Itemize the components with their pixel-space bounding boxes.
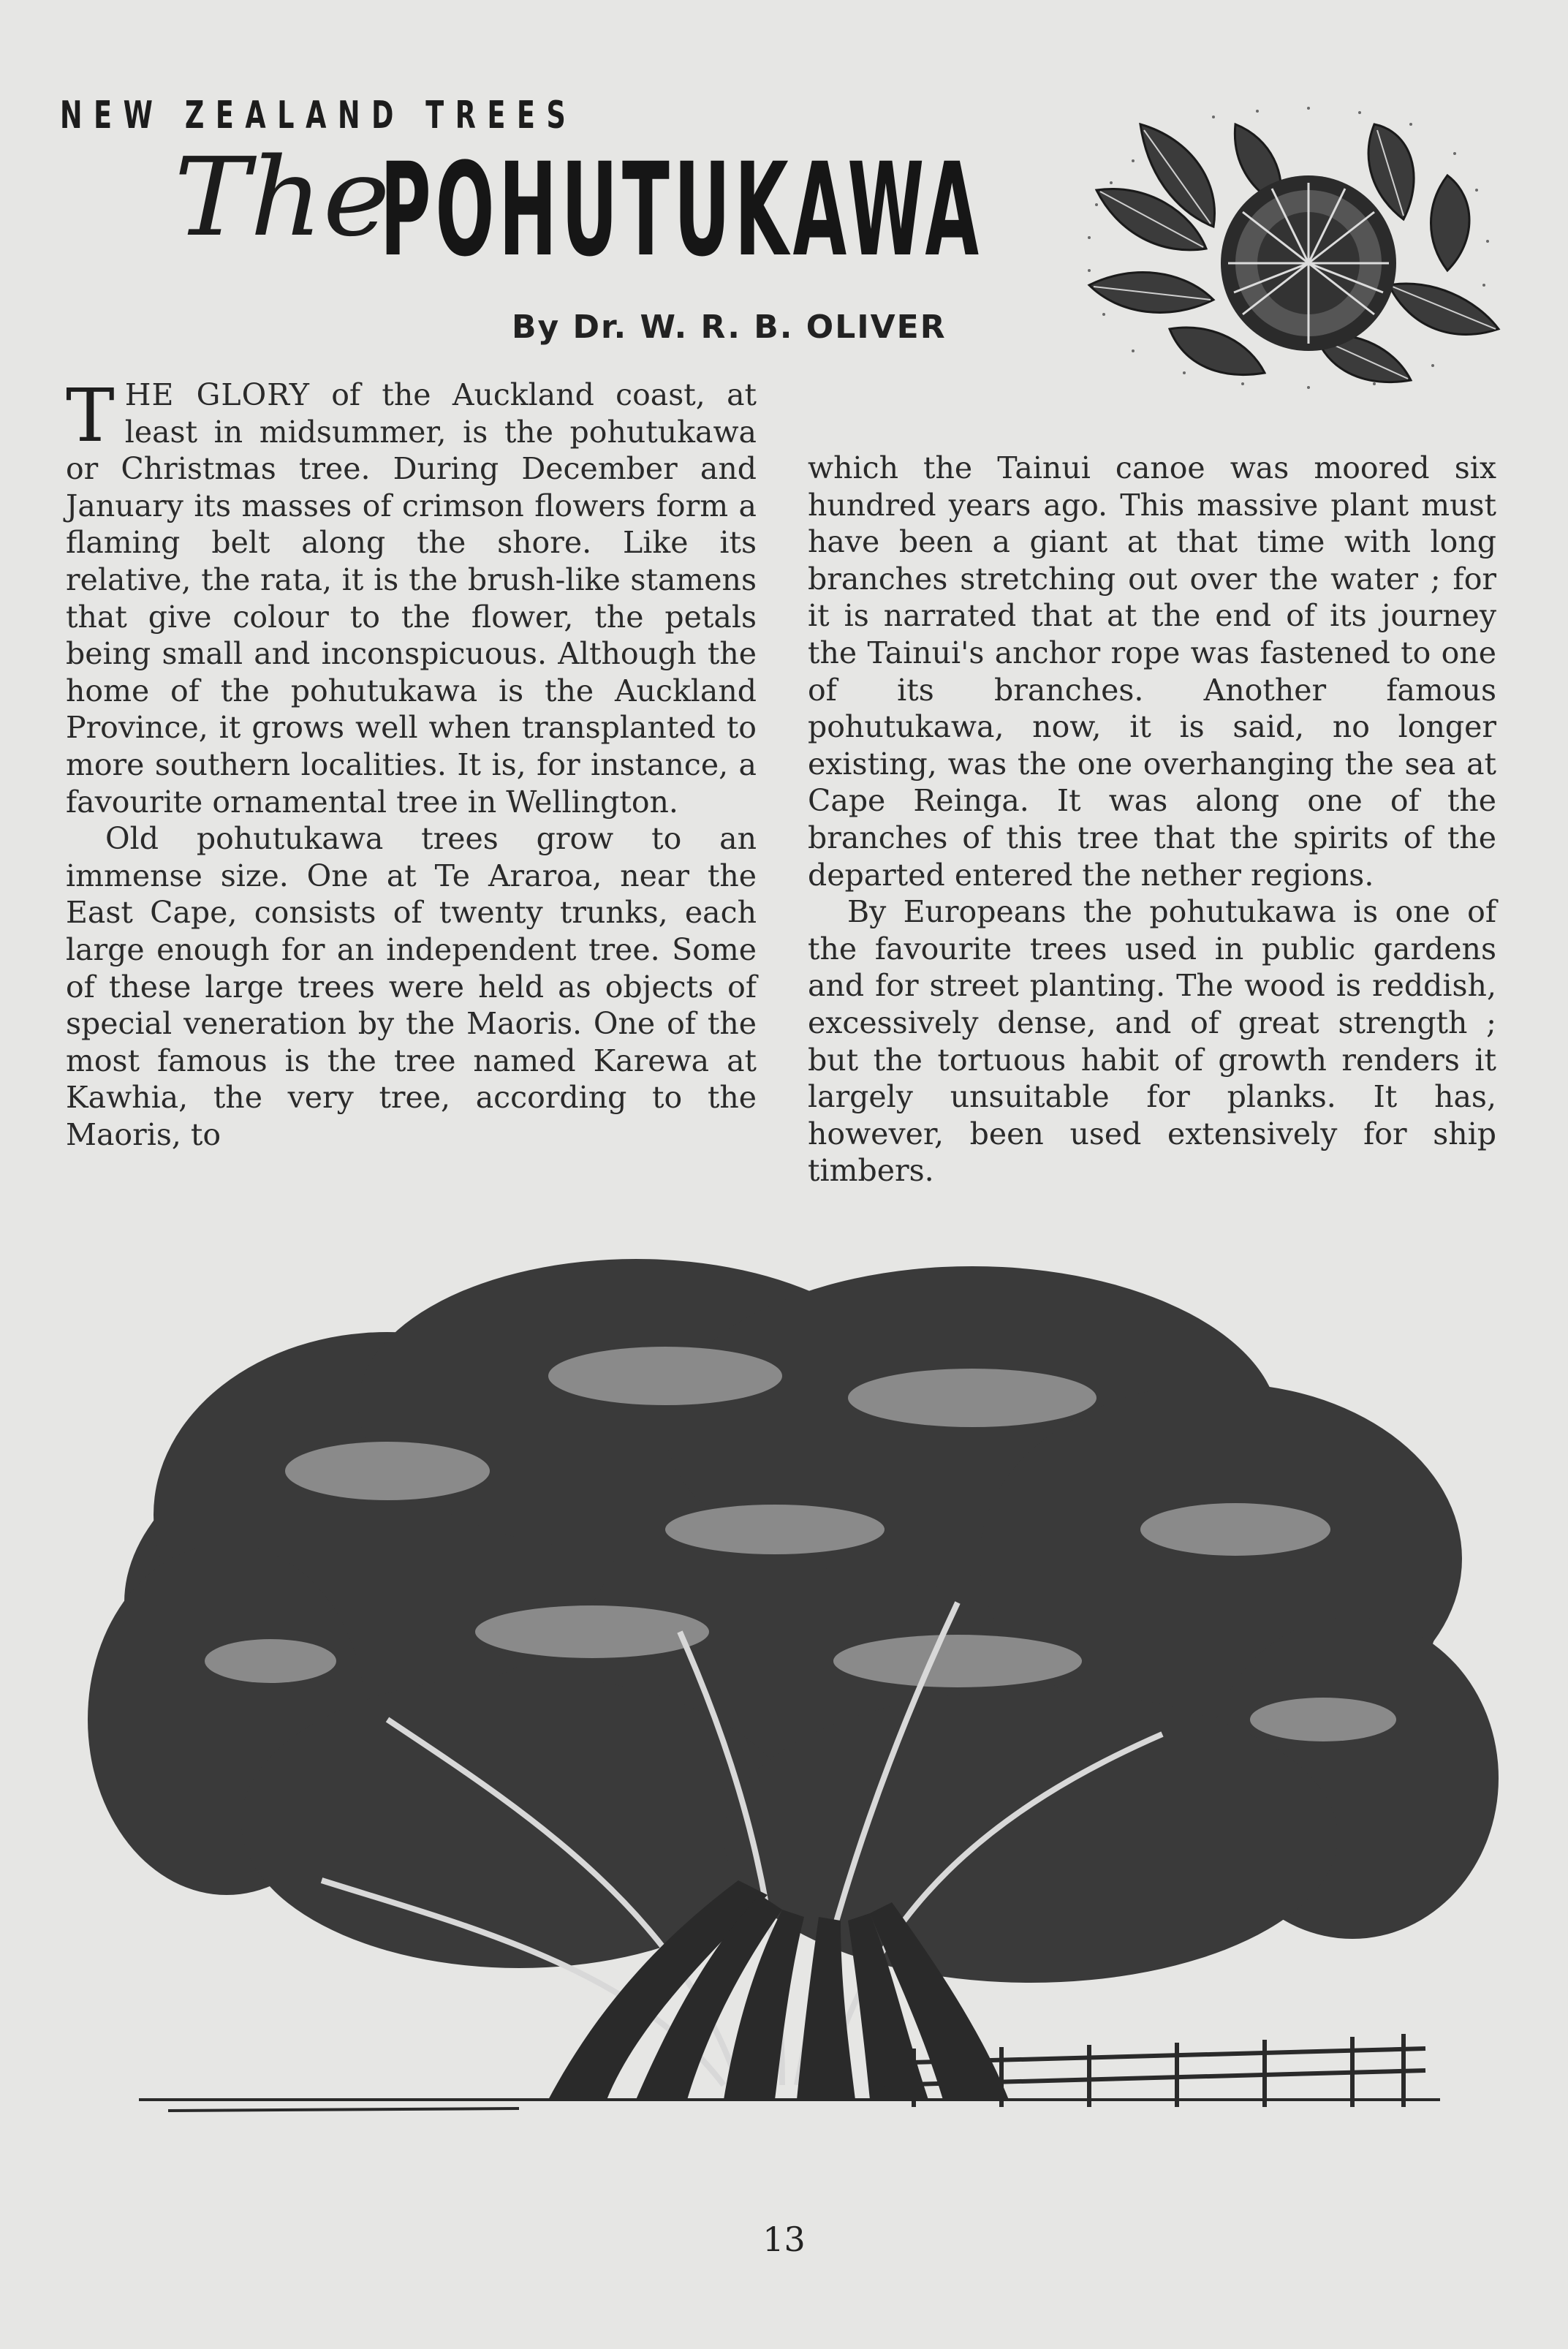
paragraph-2-part-1: [66, 820, 757, 1153]
lead-smallcaps: HE GLORY: [124, 377, 310, 412]
article-column-left: [66, 373, 757, 1153]
paragraph-1: [66, 373, 757, 820]
canopy: [88, 1259, 1499, 1983]
byline: By Dr. W. R. B. OLIVER: [512, 309, 947, 346]
drop-cap: T: [66, 373, 115, 458]
article-title: POHUTUKAWA: [380, 135, 983, 285]
tree-illustration: [80, 1252, 1506, 2179]
stamen-puff: [1221, 175, 1396, 351]
paragraph-2-part-2: [808, 450, 1496, 893]
page-number: 13: [762, 2220, 806, 2259]
title-prefix: The: [174, 135, 390, 260]
ground-line: [139, 2100, 1440, 2111]
paragraph-1-text: of the Auckland coast, at least in midsummer, is the pohutukawa or Christmas tree. During December and January its masses of crimson flowers form a flaming belt along the shore. Like its relative, the rata, it is the brush-like stamens that give colour to the flower, the petals being small and inconspicuous. Although the home of the pohutukawa is the Auckland Province, it grows well when transplanted to more southern localities. It is, for instance, a favourite ornamental tree in Wellington.: [66, 377, 757, 820]
paragraph-2-end: which the Tainui canoe was moored six hundred years ago. This massive plant must have been a giant at that time with long branches stretching out over the water ; for it is narrated that at the end of its journey the Tainui's anchor rope was fastened to one of its branches. Another famous pohutukawa, now, it is said, no longer existing, was the one overhanging the sea at Cape Reinga. It was along one of the branches of this tree that the spirits of the departed entered the nether regions.: [808, 450, 1496, 893]
paragraph-3: By Europeans the pohutukawa is one of the favourite trees used in public gardens and for street planting. The wood is reddish, excessively dense, and of great strength ; but the tortuous habit of growth renders it largely unsuitable for planks. It has, however, been used extensively for ship timbers.: [808, 894, 1496, 1189]
article-column-right: [808, 450, 1496, 1189]
series-title: NEW ZEALAND TREES: [60, 94, 577, 137]
flower-illustration: [1067, 95, 1506, 396]
paragraph-2-start: Old pohutukawa trees grow to an immense size. One at Te Araroa, near the East Cape, consists of twenty trunks, each large enough for an independent tree. Some of these large trees were held as objects of special veneration by the Maoris. One of the most famous is the tree named Karewa at Kawhia, the very tree, according to the Maoris, to: [66, 821, 757, 1152]
